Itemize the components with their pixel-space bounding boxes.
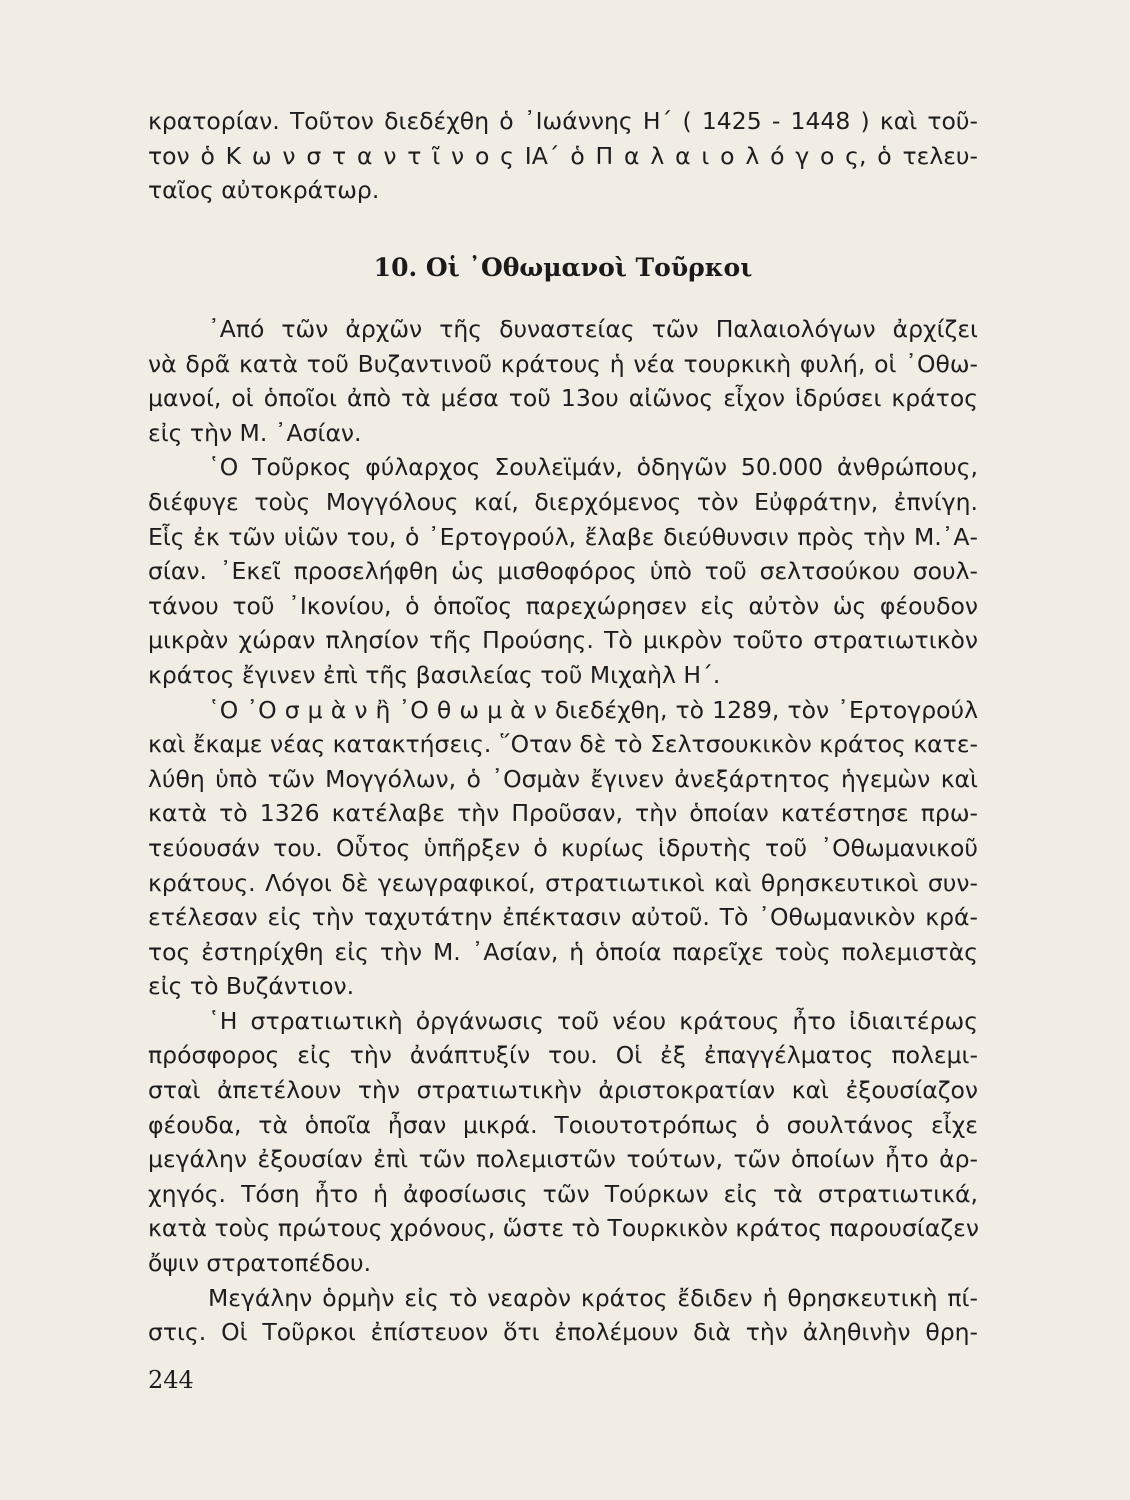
text-line: ταῖος αὐτοκράτωρ. [148,176,380,205]
text-line: ῾Η στρατιωτικὴ ὀργάνωσις τοῦ νέου κράτους ἦτο ἰδιαιτέρως [208,1006,978,1035]
text-line: τος ἐστηρίχθη εἰς τὴν Μ. ᾿Ασίαν, ἡ ὁποία παρεῖχε τοὺς πολεμιστὰς [148,937,978,966]
text-line: ῾Ο ᾿Ο σ μ ὰ ν ἢ ᾿Ο θ ω μ ὰ ν διεδέχθη, τὸ 1289, τὸν ᾿Ερτογρούλ [208,695,978,724]
text-line: ετέλεσαν εἰς τὴν ταχυτάτην ἐπέκτασιν αὐτοῦ. Τὸ ᾿Οθωμανικὸν κρά- [148,903,978,932]
text-line: Μεγάλην ὁρμὴν εἰς τὸ νεαρὸν κράτος ἔδιδεν ἡ θρησκευτικὴ πί- [208,1283,978,1312]
text-line: πρόσφορος εἰς τὴν ἀνάπτυξίν του. Οἱ ἐξ ἐπαγγέλματος πολεμι- [148,1041,978,1070]
text-line: στις. Οἱ Τοῦρκοι ἐπίστευον ὅτι ἐπολέμουν διὰ τὴν ἀληθινὴν θρη- [148,1318,978,1347]
text-line: κράτους. Λόγοι δὲ γεωγραφικοί, στρατιωτικοὶ καὶ θρησκευτικοὶ συν- [148,868,978,897]
text-line: μικρὰν χώραν πλησίον τῆς Προύσης. Τὸ μικρὸν τοῦτο στρατιωτικὸν [148,626,978,655]
text-line: ὄψιν στρατοπέδου. [148,1249,372,1278]
text-line: κατὰ τὸ 1326 κατέλαβε τὴν Προῦσαν, τὴν ὁποίαν κατέστησε πρω- [148,799,978,828]
text-line: τάνου τοῦ ᾿Ικονίου, ὁ ὁποῖος παρεχώρησεν εἰς αὐτὸν ὡς φέουδον [148,591,978,620]
intro-paragraph [148,104,978,208]
text-line: εἰς τὸ Βυζάντιον. [148,972,355,1001]
text-line: κρατορίαν. Τοῦτον διεδέχθη ὁ ᾿Ιωάννης Η΄ ( 1425 - 1448 ) καὶ τοῦ- [148,107,978,135]
text-line: χηγός. Τόση ἦτο ἡ ἀφοσίωσις τῶν Τούρκων εἰς τὰ στρατιωτικά, [148,1179,978,1208]
text-line: Εἷς ἐκ τῶν υἱῶν του, ὁ ᾿Ερτογρούλ, ἔλαβε διεύθυνσιν πρὸς τὴν Μ.᾿Α- [148,522,978,551]
section-body [148,312,978,1350]
text-line: τεύουσάν του. Οὗτος ὑπῆρξεν ὁ κυρίως ἱδρυτὴς τοῦ ᾿Οθωμανικοῦ [148,833,978,862]
page-number: 244 [148,1366,194,1394]
text-line: καὶ ἔκαμε νέας κατακτήσεις. ῞Οταν δὲ τὸ Σελτσουκικὸν κράτος κατε- [148,730,978,759]
text-line: τον ὁ Κ ω ν σ τ α ν τ ῖ ν ο ς ΙΑ΄ ὁ Π α λ α ι ο λ ό γ ο ς, ὁ τελευ- [148,141,978,170]
text-line: μανοί, οἱ ὁποῖοι ἀπὸ τὰ μέσα τοῦ 13ου αἰῶνος εἶχον ἱδρύσει κράτος [148,384,978,413]
text-line: λύθη ὑπὸ τῶν Μογγόλων, ὁ ᾿Οσμὰν ἔγινεν ἀνεξάρτητος ἡγεμὼν καὶ [148,764,978,793]
text-line: κράτος ἔγινεν ἐπὶ τῆς βασιλείας τοῦ Μιχαὴλ Η΄. [148,660,721,689]
text-line: μεγάλην ἐξουσίαν ἐπὶ τῶν πολεμιστῶν τούτων, τῶν ὁποίων ἦτο ἀρ- [148,1145,978,1174]
section-heading: 10. Οἱ ᾿Οθωμανοὶ Τοῦρκοι [373,253,753,282]
text-line: διέφυγε τοὺς Μογγόλους καί, διερχόμενος τὸν Εὐφράτην, ἐπνίγη. [148,487,978,516]
text-line: σταὶ ἀπετέλουν τὴν στρατιωτικὴν ἀριστοκρατίαν καὶ ἐξουσίαζον [148,1076,978,1105]
text-line: φέουδα, τὰ ὁποῖα ἦσαν μικρά. Τοιουτοτρόπως ὁ σουλτάνος εἶχε [148,1110,978,1139]
text-line: κατὰ τοὺς πρώτους χρόνους, ὥστε τὸ Τουρκικὸν κράτος παρουσίαζεν [148,1214,979,1243]
text-line: ῾Ο Τοῦρκος φύλαρχος Σουλεϊμάν, ὁδηγῶν 50.000 ἀνθρώπους, [208,453,978,482]
text-line: σίαν. ᾿Εκεῖ προσελήφθη ὡς μισθοφόρος ὑπὸ τοῦ σελτσούκου σουλ- [148,557,978,586]
text-line: νὰ δρᾶ κατὰ τοῦ Βυζαντινοῦ κράτους ἡ νέα τουρκικὴ φυλή, οἱ ᾿Οθω- [148,349,978,378]
text-line: εἰς τὴν Μ. ᾿Ασίαν. [148,418,362,447]
text-line: ᾿Από τῶν ἀρχῶν τῆς δυναστείας τῶν Παλαιολόγων ἀρχίζει [208,315,978,343]
